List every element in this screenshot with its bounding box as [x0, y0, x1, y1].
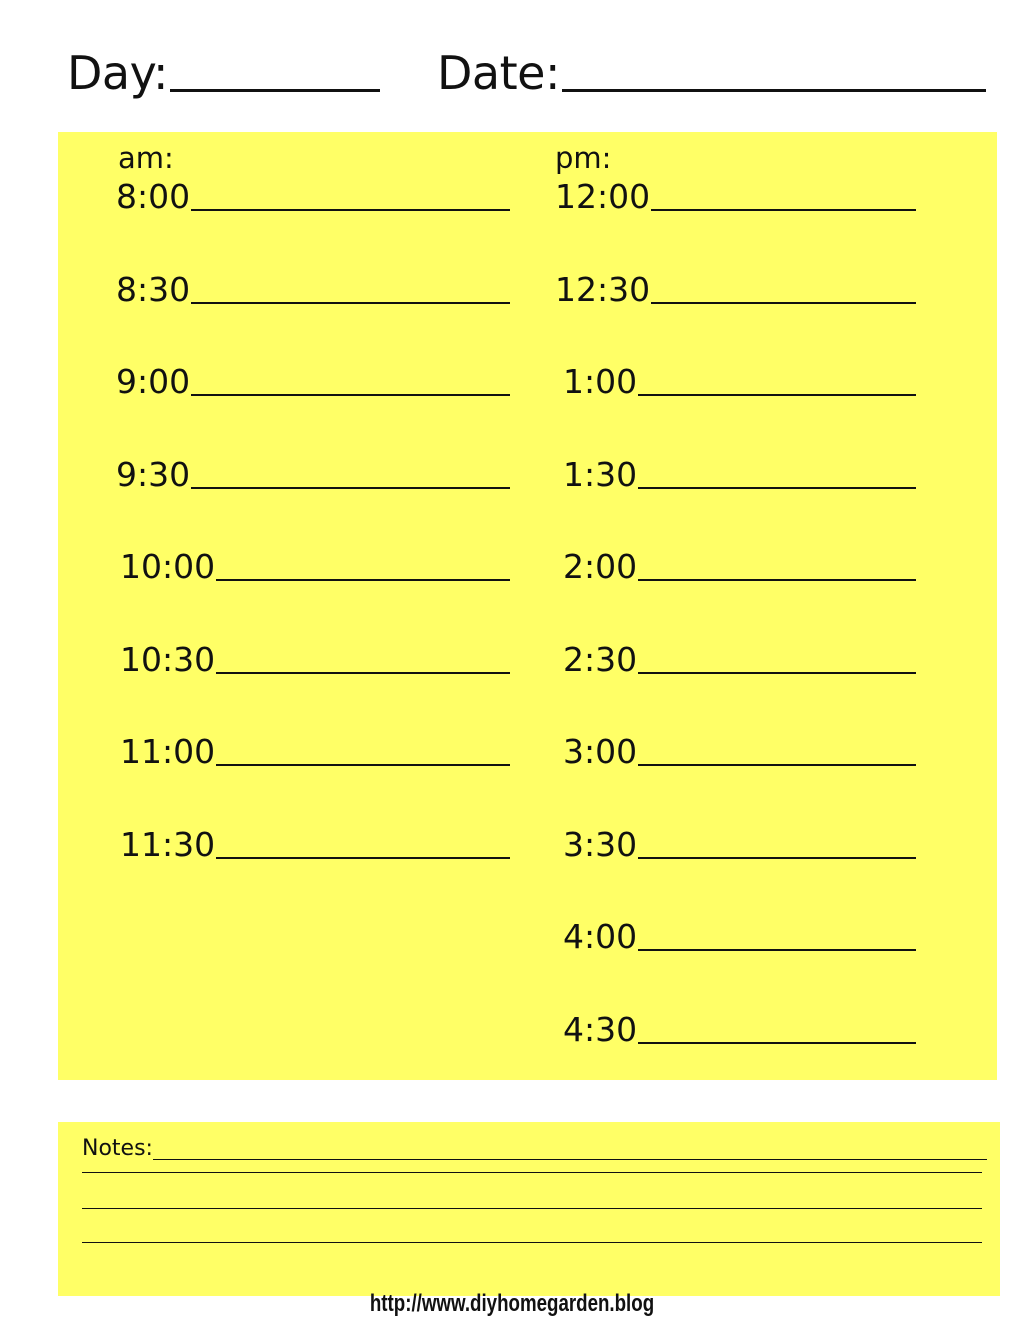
day-field[interactable]: [67, 46, 380, 100]
notes-line[interactable]: [82, 1172, 982, 1173]
am-slot-row[interactable]: [120, 547, 510, 586]
pm-slot-line[interactable]: [638, 394, 916, 396]
am-slot-row[interactable]: [120, 732, 510, 771]
am-slot-time: 9:30: [116, 454, 191, 494]
am-slot-row[interactable]: [116, 362, 510, 401]
am-slot-row[interactable]: [116, 454, 510, 494]
pm-slot-time: 4:30: [563, 1009, 638, 1049]
pm-slot-row[interactable]: [555, 269, 916, 309]
pm-slot-line[interactable]: [638, 764, 916, 766]
am-slot-time: 10:30: [120, 639, 216, 679]
am-slot-row[interactable]: [116, 177, 510, 216]
pm-slot-row[interactable]: [563, 917, 916, 956]
am-slot-line[interactable]: [216, 764, 510, 766]
notes-line[interactable]: [153, 1159, 987, 1160]
pm-slot-time: 12:00: [555, 177, 651, 216]
pm-slot-time: 2:00: [563, 547, 638, 586]
notes-first-row[interactable]: [82, 1138, 987, 1160]
footer-url[interactable]: http://www.diyhomegarden.blog: [369, 1290, 655, 1317]
pm-slot-line[interactable]: [638, 857, 916, 859]
am-slot-time: 10:00: [120, 547, 216, 586]
pm-slot-time: 2:30: [563, 639, 638, 679]
notes-label: Notes:: [82, 1136, 153, 1161]
date-line[interactable]: [562, 89, 986, 92]
notes-line[interactable]: [82, 1242, 982, 1243]
notes-row[interactable]: [82, 1242, 982, 1243]
pm-slot-row[interactable]: [563, 454, 916, 494]
am-slot-row[interactable]: [116, 269, 510, 309]
pm-slot-row[interactable]: [555, 177, 916, 216]
am-label: am:: [118, 141, 174, 175]
pm-slot-time: 12:30: [555, 269, 651, 309]
pm-slot-line[interactable]: [638, 672, 916, 674]
pm-slot-row[interactable]: [563, 1009, 916, 1049]
day-line[interactable]: [170, 89, 380, 92]
am-slot-time: 8:30: [116, 269, 191, 309]
pm-slot-time: 3:00: [563, 732, 638, 771]
am-slot-line[interactable]: [191, 487, 510, 489]
date-label: Date:: [437, 46, 560, 100]
pm-slot-time: 3:30: [563, 824, 638, 864]
schedule-panel: [58, 132, 997, 1080]
am-slot-line[interactable]: [216, 672, 510, 674]
pm-slot-line[interactable]: [638, 487, 916, 489]
am-slot-line[interactable]: [191, 302, 510, 304]
pm-slot-row[interactable]: [563, 547, 916, 586]
pm-slot-row[interactable]: [563, 732, 916, 771]
notes-row[interactable]: [82, 1172, 982, 1173]
pm-slot-row[interactable]: [563, 362, 916, 401]
pm-label: pm:: [555, 141, 612, 175]
am-slot-row[interactable]: [120, 824, 510, 864]
am-slot-time: 8:00: [116, 177, 191, 216]
am-slot-line[interactable]: [191, 209, 510, 211]
pm-slot-row[interactable]: [563, 639, 916, 679]
notes-line[interactable]: [82, 1208, 982, 1209]
am-slot-line[interactable]: [191, 394, 510, 396]
pm-slot-row[interactable]: [563, 824, 916, 864]
pm-slot-line[interactable]: [651, 209, 916, 211]
am-slot-time: 11:30: [120, 824, 216, 864]
pm-slot-line[interactable]: [638, 1042, 916, 1044]
pm-slot-line[interactable]: [651, 302, 916, 304]
am-slot-row[interactable]: [120, 639, 510, 679]
pm-slot-time: 4:00: [563, 917, 638, 956]
notes-panel: [58, 1122, 1000, 1296]
pm-slot-time: 1:00: [563, 362, 638, 401]
day-label: Day:: [67, 46, 168, 100]
am-slot-time: 11:00: [120, 732, 216, 771]
am-slot-time: 9:00: [116, 362, 191, 401]
pm-slot-line[interactable]: [638, 949, 916, 951]
am-slot-line[interactable]: [216, 857, 510, 859]
pm-slot-time: 1:30: [563, 454, 638, 494]
pm-slot-line[interactable]: [638, 579, 916, 581]
notes-row[interactable]: [82, 1208, 982, 1209]
date-field[interactable]: [437, 46, 986, 100]
am-slot-line[interactable]: [216, 579, 510, 581]
